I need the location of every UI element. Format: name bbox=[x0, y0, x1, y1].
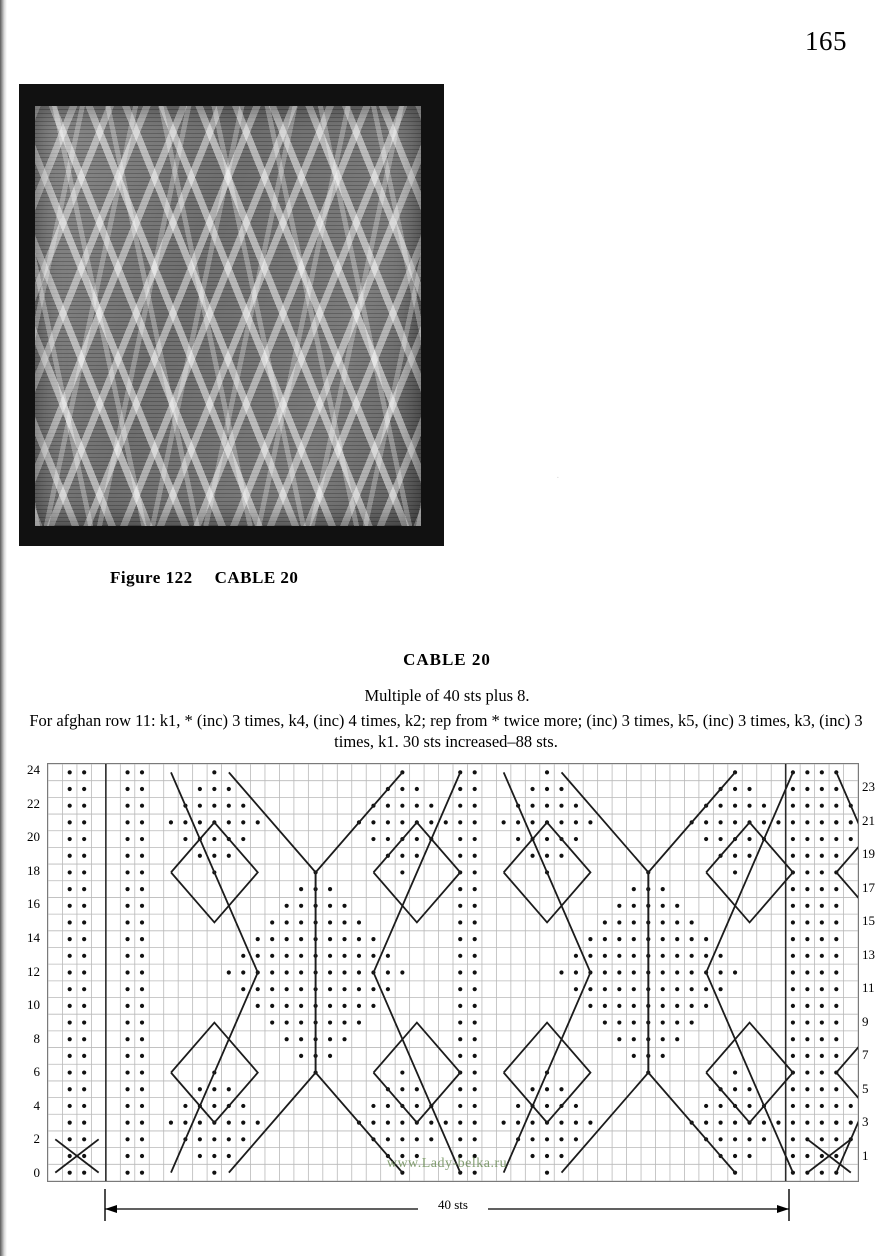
knitted-swatch-image bbox=[35, 106, 421, 526]
chart-row-label: 13 bbox=[862, 946, 875, 962]
pattern-multiple: Multiple of 40 sts plus 8. bbox=[364, 686, 530, 705]
figure-caption bbox=[110, 568, 298, 588]
chart-row-label: 24 bbox=[27, 762, 40, 778]
chart-row-label: 1 bbox=[862, 1147, 869, 1163]
chart-sts-label: 40 sts bbox=[418, 1197, 488, 1213]
stitch-chart bbox=[0, 763, 894, 1233]
pattern-instructions: For afghan row 11: k1, * (inc) 3 times, k4, (inc) 4 times, k2; rep from * twice more; (inc) 3 times, k5, (inc) 3 times, k3, (inc) 3 times, k1. 30 sts increased–88 sts. bbox=[29, 711, 863, 751]
chart-row-label: 18 bbox=[27, 862, 40, 878]
chart-row-label: 2 bbox=[33, 1131, 40, 1147]
chart-row-label: 3 bbox=[862, 1114, 869, 1130]
chart-row-label: 23 bbox=[862, 779, 875, 795]
chart-grid bbox=[47, 763, 859, 1182]
chart-row-label: 19 bbox=[862, 846, 875, 862]
figure-label: Figure 122 bbox=[110, 568, 193, 587]
chart-row-label: 0 bbox=[33, 1164, 40, 1180]
chart-row-labels-left bbox=[6, 763, 46, 1182]
chart-row-label: 4 bbox=[33, 1097, 40, 1113]
chart-row-label: 20 bbox=[27, 829, 40, 845]
chart-row-label: 12 bbox=[27, 963, 40, 979]
figure-photo bbox=[19, 84, 444, 546]
chart-grid-svg bbox=[48, 764, 858, 1181]
chart-row-label: 15 bbox=[862, 913, 875, 929]
chart-row-label: 10 bbox=[27, 997, 40, 1013]
chart-row-label: 5 bbox=[862, 1080, 869, 1096]
chart-row-label: 21 bbox=[862, 812, 875, 828]
chart-row-label: 14 bbox=[27, 929, 40, 945]
chart-row-label: 11 bbox=[862, 980, 875, 996]
watermark: www.Lady-belka.ru bbox=[386, 1156, 508, 1171]
pattern-title: CABLE 20 bbox=[403, 650, 491, 669]
chart-row-label: 22 bbox=[27, 795, 40, 811]
chart-row-labels-right bbox=[862, 763, 894, 1182]
chart-row-label: 17 bbox=[862, 879, 875, 895]
scan-speck: · bbox=[556, 472, 560, 484]
chart-row-label: 8 bbox=[33, 1030, 40, 1046]
chart-row-label: 16 bbox=[27, 896, 40, 912]
chart-row-label: 7 bbox=[862, 1047, 869, 1063]
figure-name: CABLE 20 bbox=[214, 568, 299, 587]
chart-width-axis bbox=[47, 1187, 859, 1227]
chart-row-label: 9 bbox=[862, 1013, 869, 1029]
page-number: 165 bbox=[805, 26, 847, 56]
chart-row-label: 6 bbox=[33, 1064, 40, 1080]
